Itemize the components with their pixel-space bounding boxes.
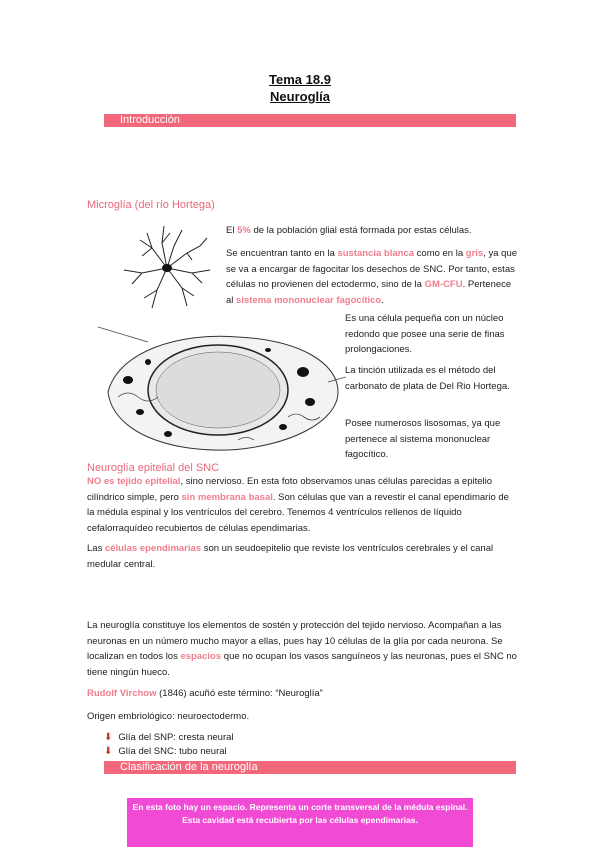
image-caption-callout: En esta foto hay un espacio. Representa un corte transversal de la médula espinal. Esta cavidad está recubierta por las células ependimarias. (127, 798, 473, 847)
epithelial-paragraph-2: Las células ependimarias son un seudoepitelio que reviste los ventrículos cerebrales y el canal medular central. (87, 543, 494, 570)
section-bar-classification (104, 761, 516, 774)
microglia-paragraph-5: Posee numerosos lisosomas, ya que pertenece al sistema mononuclear fagocítico. (345, 418, 501, 460)
intro-paragraph-2: Rudolf Virchow (1846) acuñó este término: “Neuroglía” (87, 688, 323, 699)
epithelial-heading: Neuroglía epitelial del SNC (87, 462, 220, 474)
microglia-paragraph-3: Es una célula pequeña con un núcleo redondo que posee una serie de finas prolongaciones. (345, 313, 505, 355)
section-bar-label: Clasificación de la neuroglía (120, 761, 258, 773)
epithelial-paragraph-1: NO es tejido epitelial, sino nervioso. En esta foto observamos unas células parecidas a epitelio cilíndrico simple, pero sin membrana basal. Son células que van a revestir el canal ependimario de la médula espinal y los ventrículos del cerebro. Tenemos 4 ventrículos rellenos de líquido cefalorraquídeo recubiertos de células ependimarias. (87, 476, 509, 534)
page-subtitle: Neuroglía (270, 89, 330, 104)
microglia-paragraph-2: Se encuentran tanto en la sustancia blanca como en la gris, ya que se va a encargar de fagocitar los desechos de SNC. Por tanto, estas células no provienen del ectodermo, sino de la GM-CFU. Pertenece al sistema mononuclear fagocítico. (226, 248, 518, 306)
section-bar-intro (104, 114, 516, 127)
list-item: ⬇ Glía del SNP: cresta neural (104, 732, 234, 743)
arrow-down-icon: ⬇ (104, 732, 113, 743)
microglia-heading: Microglía (del río Hortega) (87, 199, 215, 211)
microglia-drawing (112, 218, 222, 313)
intro-paragraph-1: La neuroglía constituye los elementos de sostén y protección del tejido nervioso. Acompañan a las neuronas en un número mucho mayor a ellas, pues hay 10 células de la glía por cada neurona. Se localizan en todos los espacios que no ocupan los vasos sanguíneos y las neuronas, pues el SNC no tiene ningún hueco. (87, 620, 517, 678)
microglia-paragraph-4: La tinción utilizada es el método del carbonato de plata de Del Rio Hortega. (345, 365, 510, 392)
list-item: ⬇ Glía del SNC: tubo neural (104, 746, 227, 757)
section-bar-label: Introducción (120, 114, 180, 126)
intro-paragraph-3: Origen embriológico: neuroectodermo. (87, 711, 250, 722)
microglia-cell-diagram (88, 322, 346, 462)
page-title: Tema 18.9 (269, 72, 331, 87)
microglia-paragraph-1: El 5% de la población glial está formada por estas células. (226, 225, 472, 236)
arrow-down-icon: ⬇ (104, 746, 113, 757)
